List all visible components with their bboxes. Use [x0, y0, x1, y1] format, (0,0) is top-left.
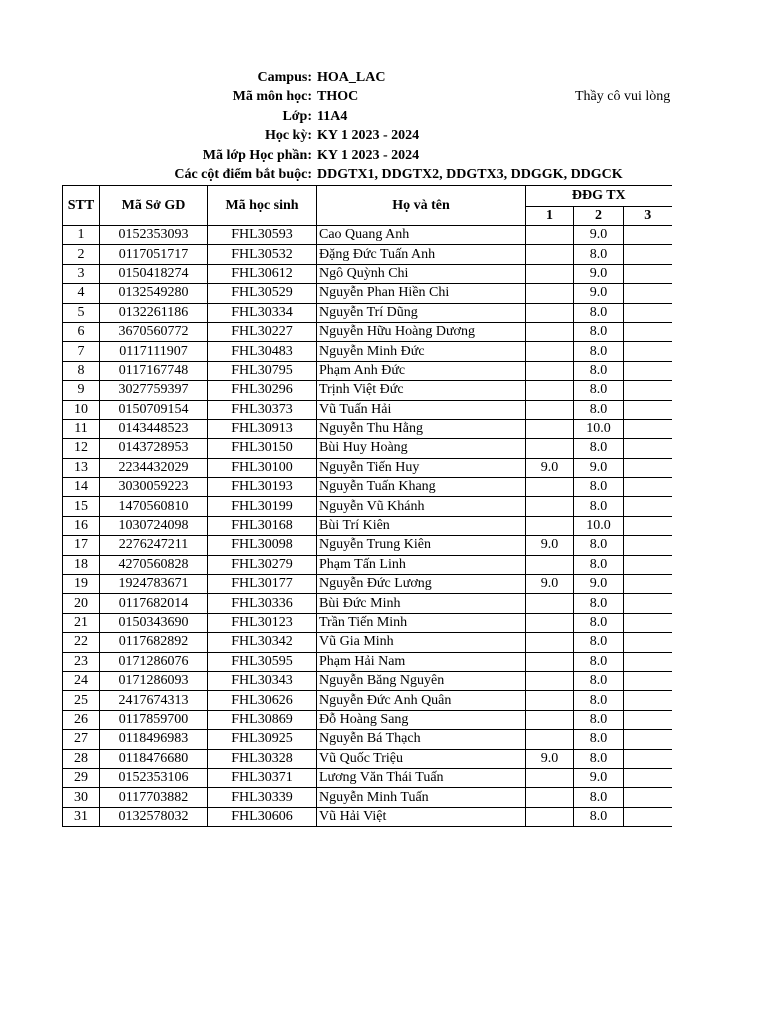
cell-stt: 22 [63, 633, 100, 652]
term-row [0, 126, 768, 145]
cell-tx3 [624, 322, 672, 341]
cell-tx3 [624, 730, 672, 749]
cell-ma-so-gd: 3030059223 [100, 478, 208, 497]
cell-ma-hoc-sinh: FHL30342 [208, 633, 317, 652]
cell-ma-hoc-sinh: FHL30227 [208, 322, 317, 341]
cell-tx1 [526, 710, 574, 729]
cell-tx2: 8.0 [574, 245, 624, 264]
cell-ho-ten: Bùi Huy Hoàng [317, 439, 526, 458]
cell-stt: 2 [63, 245, 100, 264]
cell-tx2: 8.0 [574, 691, 624, 710]
cell-ma-hoc-sinh: FHL30168 [208, 516, 317, 535]
cell-tx2: 8.0 [574, 361, 624, 380]
cell-tx1 [526, 303, 574, 322]
cell-tx2: 8.0 [574, 594, 624, 613]
cell-stt: 27 [63, 730, 100, 749]
table-row [63, 613, 672, 632]
cell-tx2: 8.0 [574, 439, 624, 458]
column-header-ma-so-gd: Mã Sở GD [100, 186, 208, 226]
cell-stt: 28 [63, 749, 100, 768]
cell-ma-so-gd: 0143728953 [100, 439, 208, 458]
cell-tx3 [624, 497, 672, 516]
cell-tx1 [526, 400, 574, 419]
cell-ho-ten: Phạm Tấn Linh [317, 555, 526, 574]
cell-ma-hoc-sinh: FHL30595 [208, 652, 317, 671]
cell-ma-hoc-sinh: FHL30339 [208, 788, 317, 807]
cell-stt: 20 [63, 594, 100, 613]
subject-value: THOC [317, 89, 359, 105]
cell-ma-so-gd: 0143448523 [100, 419, 208, 438]
campus-row [0, 68, 768, 87]
cell-ho-ten: Nguyễn Phan Hiền Chi [317, 284, 526, 303]
cell-ma-so-gd: 0132549280 [100, 284, 208, 303]
class-label: Lớp: [282, 108, 312, 124]
column-header-tx1: 1 [526, 207, 574, 226]
cell-tx2: 8.0 [574, 788, 624, 807]
cell-ma-so-gd: 0132578032 [100, 807, 208, 826]
cell-tx1 [526, 516, 574, 535]
cell-tx1 [526, 342, 574, 361]
cell-stt: 14 [63, 478, 100, 497]
cell-ho-ten: Nguyễn Thu Hằng [317, 419, 526, 438]
cell-ho-ten: Vũ Hải Việt [317, 807, 526, 826]
cell-tx2: 8.0 [574, 671, 624, 690]
cell-tx2: 8.0 [574, 322, 624, 341]
cell-ho-ten: Trần Tiến Minh [317, 613, 526, 632]
cell-tx3 [624, 264, 672, 283]
grades-table [62, 185, 672, 827]
cell-tx1 [526, 788, 574, 807]
table-row [63, 439, 672, 458]
cell-tx1 [526, 322, 574, 341]
cell-tx3 [624, 400, 672, 419]
cell-tx3 [624, 633, 672, 652]
cell-ma-so-gd: 0150709154 [100, 400, 208, 419]
cell-ma-hoc-sinh: FHL30193 [208, 478, 317, 497]
class-value: 11A4 [317, 108, 348, 124]
cell-ho-ten: Đỗ Hoàng Sang [317, 710, 526, 729]
table-row [63, 807, 672, 826]
cell-stt: 3 [63, 264, 100, 283]
cell-stt: 30 [63, 788, 100, 807]
cell-ma-so-gd: 4270560828 [100, 555, 208, 574]
cell-ma-hoc-sinh: FHL30328 [208, 749, 317, 768]
cell-tx1 [526, 594, 574, 613]
cell-tx3 [624, 807, 672, 826]
cell-tx3 [624, 768, 672, 787]
cell-stt: 11 [63, 419, 100, 438]
cell-ho-ten: Phạm Hải Nam [317, 652, 526, 671]
cell-tx1 [526, 691, 574, 710]
cell-ho-ten: Nguyễn Minh Tuấn [317, 788, 526, 807]
cell-tx3 [624, 303, 672, 322]
cell-tx3 [624, 691, 672, 710]
cell-ma-so-gd: 0117682892 [100, 633, 208, 652]
cell-ma-so-gd: 0117111907 [100, 342, 208, 361]
cell-tx2: 8.0 [574, 400, 624, 419]
cell-ho-ten: Nguyễn Vũ Khánh [317, 497, 526, 516]
cell-ho-ten: Trịnh Việt Đức [317, 381, 526, 400]
cell-tx2: 8.0 [574, 555, 624, 574]
column-header-ho-ten: Họ và tên [317, 186, 526, 226]
cell-tx1 [526, 497, 574, 516]
section-value: KY 1 2023 - 2024 [317, 147, 420, 163]
table-row [63, 381, 672, 400]
cell-tx3 [624, 245, 672, 264]
section-row [0, 146, 768, 165]
cell-stt: 25 [63, 691, 100, 710]
cell-tx2: 9.0 [574, 226, 624, 245]
table-row [63, 652, 672, 671]
cell-ho-ten: Nguyễn Băng Nguyên [317, 671, 526, 690]
table-row [63, 303, 672, 322]
column-group-ddg-tx: ĐĐG TX [526, 186, 672, 207]
cell-stt: 4 [63, 284, 100, 303]
cell-tx1 [526, 284, 574, 303]
cell-stt: 6 [63, 322, 100, 341]
cell-stt: 13 [63, 458, 100, 477]
cell-ma-so-gd: 0118496983 [100, 730, 208, 749]
cell-ma-so-gd: 0152353106 [100, 768, 208, 787]
table-row [63, 322, 672, 341]
cell-tx1 [526, 478, 574, 497]
cell-ho-ten: Đặng Đức Tuấn Anh [317, 245, 526, 264]
cell-ma-hoc-sinh: FHL30612 [208, 264, 317, 283]
table-row [63, 555, 672, 574]
cell-stt: 26 [63, 710, 100, 729]
table-row [63, 245, 672, 264]
sheet-header [0, 68, 768, 184]
cell-ho-ten: Nguyễn Bá Thạch [317, 730, 526, 749]
cell-tx2: 8.0 [574, 381, 624, 400]
cell-tx2: 8.0 [574, 749, 624, 768]
cell-ma-so-gd: 0150343690 [100, 613, 208, 632]
table-row [63, 749, 672, 768]
cell-tx3 [624, 516, 672, 535]
cell-tx2: 8.0 [574, 536, 624, 555]
cell-tx3 [624, 458, 672, 477]
cell-tx1: 9.0 [526, 749, 574, 768]
cell-ma-hoc-sinh: FHL30343 [208, 671, 317, 690]
cell-tx3 [624, 594, 672, 613]
column-header-ma-hoc-sinh: Mã học sinh [208, 186, 317, 226]
table-row [63, 400, 672, 419]
cell-stt: 29 [63, 768, 100, 787]
cell-ho-ten: Nguyễn Tiến Huy [317, 458, 526, 477]
cell-ho-ten: Nguyễn Trí Dũng [317, 303, 526, 322]
cell-ho-ten: Nguyễn Đức Anh Quân [317, 691, 526, 710]
cell-stt: 9 [63, 381, 100, 400]
cell-stt: 24 [63, 671, 100, 690]
cell-tx3 [624, 226, 672, 245]
cell-tx1: 9.0 [526, 458, 574, 477]
note-text: Thầy cô vui lòng [575, 89, 671, 105]
cell-stt: 19 [63, 575, 100, 594]
cell-tx2: 8.0 [574, 633, 624, 652]
cell-tx2: 8.0 [574, 730, 624, 749]
cell-tx2: 9.0 [574, 575, 624, 594]
class-row [0, 107, 768, 126]
cell-ho-ten: Nguyễn Trung Kiên [317, 536, 526, 555]
cell-ma-so-gd: 0117703882 [100, 788, 208, 807]
column-header-tx3: 3 [624, 207, 672, 226]
table-row [63, 594, 672, 613]
cell-stt: 21 [63, 613, 100, 632]
cell-ma-so-gd: 0132261186 [100, 303, 208, 322]
subject-label: Mã môn học: [232, 89, 312, 105]
cell-ma-hoc-sinh: FHL30296 [208, 381, 317, 400]
cell-ma-hoc-sinh: FHL30626 [208, 691, 317, 710]
cell-stt: 18 [63, 555, 100, 574]
table-row [63, 284, 672, 303]
required-columns-label: Các cột điểm bắt buộc: [174, 166, 312, 182]
cell-tx3 [624, 342, 672, 361]
cell-ma-hoc-sinh: FHL30606 [208, 807, 317, 826]
table-row [63, 575, 672, 594]
cell-ma-hoc-sinh: FHL30100 [208, 458, 317, 477]
cell-ma-so-gd: 0118476680 [100, 749, 208, 768]
required-columns-value: DDGTX1, DDGTX2, DDGTX3, DDGGK, DDGCK [317, 166, 623, 182]
table-row [63, 671, 672, 690]
cell-stt: 17 [63, 536, 100, 555]
cell-tx3 [624, 671, 672, 690]
table-row [63, 633, 672, 652]
cell-ho-ten: Vũ Tuấn Hải [317, 400, 526, 419]
table-row [63, 419, 672, 438]
cell-ma-hoc-sinh: FHL30913 [208, 419, 317, 438]
cell-ma-so-gd: 0117859700 [100, 710, 208, 729]
cell-ma-hoc-sinh: FHL30869 [208, 710, 317, 729]
cell-tx2: 9.0 [574, 458, 624, 477]
cell-tx3 [624, 381, 672, 400]
cell-tx1 [526, 633, 574, 652]
table-row [63, 788, 672, 807]
cell-tx2: 8.0 [574, 303, 624, 322]
cell-ma-so-gd: 1470560810 [100, 497, 208, 516]
cell-stt: 10 [63, 400, 100, 419]
cell-ma-so-gd: 0152353093 [100, 226, 208, 245]
cell-ho-ten: Lương Văn Thái Tuấn [317, 768, 526, 787]
cell-tx3 [624, 575, 672, 594]
cell-tx1 [526, 361, 574, 380]
cell-tx1 [526, 245, 574, 264]
cell-ho-ten: Bùi Đức Minh [317, 594, 526, 613]
cell-tx2: 10.0 [574, 419, 624, 438]
cell-ma-so-gd: 1030724098 [100, 516, 208, 535]
cell-tx3 [624, 613, 672, 632]
campus-value: HOA_LAC [317, 70, 386, 85]
cell-ho-ten: Cao Quang Anh [317, 226, 526, 245]
cell-ho-ten: Vũ Quốc Triệu [317, 749, 526, 768]
campus-label: Campus: [257, 70, 312, 85]
table-row [63, 497, 672, 516]
cell-ma-so-gd: 2417674313 [100, 691, 208, 710]
cell-stt: 12 [63, 439, 100, 458]
cell-tx2: 8.0 [574, 613, 624, 632]
table-row [63, 768, 672, 787]
cell-ma-hoc-sinh: FHL30529 [208, 284, 317, 303]
cell-stt: 23 [63, 652, 100, 671]
cell-ma-hoc-sinh: FHL30199 [208, 497, 317, 516]
cell-tx3 [624, 652, 672, 671]
cell-tx2: 9.0 [574, 284, 624, 303]
cell-tx1 [526, 419, 574, 438]
cell-tx1 [526, 652, 574, 671]
cell-tx1 [526, 613, 574, 632]
cell-stt: 8 [63, 361, 100, 380]
cell-ma-hoc-sinh: FHL30795 [208, 361, 317, 380]
cell-tx2: 9.0 [574, 768, 624, 787]
subject-row [0, 87, 768, 106]
cell-tx3 [624, 361, 672, 380]
cell-tx2: 8.0 [574, 497, 624, 516]
cell-ho-ten: Nguyễn Hữu Hoàng Dương [317, 322, 526, 341]
cell-tx2: 9.0 [574, 264, 624, 283]
cell-tx2: 8.0 [574, 342, 624, 361]
cell-tx3 [624, 284, 672, 303]
cell-tx3 [624, 439, 672, 458]
table-row [63, 730, 672, 749]
cell-ho-ten: Phạm Anh Đức [317, 361, 526, 380]
cell-ma-so-gd: 3670560772 [100, 322, 208, 341]
cell-ho-ten: Bùi Trí Kiên [317, 516, 526, 535]
cell-tx1 [526, 439, 574, 458]
cell-ma-hoc-sinh: FHL30593 [208, 226, 317, 245]
cell-tx3 [624, 478, 672, 497]
cell-tx1: 9.0 [526, 575, 574, 594]
cell-stt: 16 [63, 516, 100, 535]
table-row [63, 342, 672, 361]
cell-tx1 [526, 768, 574, 787]
cell-ma-so-gd: 0171286093 [100, 671, 208, 690]
cell-ma-so-gd: 0117682014 [100, 594, 208, 613]
cell-ma-so-gd: 2276247211 [100, 536, 208, 555]
cell-tx3 [624, 788, 672, 807]
cell-ho-ten: Ngô Quỳnh Chi [317, 264, 526, 283]
cell-ho-ten: Nguyễn Minh Đức [317, 342, 526, 361]
column-header-stt: STT [63, 186, 100, 226]
cell-tx3 [624, 419, 672, 438]
cell-tx1 [526, 807, 574, 826]
cell-tx2: 8.0 [574, 807, 624, 826]
cell-tx3 [624, 536, 672, 555]
cell-ma-hoc-sinh: FHL30483 [208, 342, 317, 361]
cell-stt: 5 [63, 303, 100, 322]
cell-tx1 [526, 226, 574, 245]
cell-ma-hoc-sinh: FHL30532 [208, 245, 317, 264]
cell-ma-hoc-sinh: FHL30123 [208, 613, 317, 632]
cell-ma-so-gd: 3027759397 [100, 381, 208, 400]
cell-ma-hoc-sinh: FHL30279 [208, 555, 317, 574]
table-row [63, 691, 672, 710]
cell-tx2: 8.0 [574, 478, 624, 497]
cell-stt: 1 [63, 226, 100, 245]
table-row [63, 710, 672, 729]
cell-ma-so-gd: 0117051717 [100, 245, 208, 264]
table-row [63, 516, 672, 535]
cell-tx1: 9.0 [526, 536, 574, 555]
cell-stt: 31 [63, 807, 100, 826]
cell-tx1 [526, 730, 574, 749]
required-columns-row [0, 165, 768, 184]
cell-ma-hoc-sinh: FHL30371 [208, 768, 317, 787]
cell-tx1 [526, 264, 574, 283]
cell-tx3 [624, 555, 672, 574]
cell-ma-so-gd: 1924783671 [100, 575, 208, 594]
cell-tx2: 8.0 [574, 652, 624, 671]
table-row [63, 361, 672, 380]
term-label: Học kỳ: [264, 128, 312, 144]
cell-tx1 [526, 671, 574, 690]
cell-tx1 [526, 381, 574, 400]
cell-ma-hoc-sinh: FHL30925 [208, 730, 317, 749]
table-row [63, 264, 672, 283]
cell-stt: 7 [63, 342, 100, 361]
cell-ma-hoc-sinh: FHL30373 [208, 400, 317, 419]
table-row [63, 226, 672, 245]
cell-ma-so-gd: 2234432029 [100, 458, 208, 477]
section-label: Mã lớp Học phần: [202, 147, 312, 163]
table-row [63, 478, 672, 497]
cell-tx1 [526, 555, 574, 574]
cell-tx2: 10.0 [574, 516, 624, 535]
table-row [63, 458, 672, 477]
cell-ho-ten: Nguyễn Tuấn Khang [317, 478, 526, 497]
table-row [63, 536, 672, 555]
cell-tx3 [624, 710, 672, 729]
cell-ma-so-gd: 0117167748 [100, 361, 208, 380]
cell-ma-hoc-sinh: FHL30177 [208, 575, 317, 594]
cell-ma-so-gd: 0171286076 [100, 652, 208, 671]
column-header-tx2: 2 [574, 207, 624, 226]
cell-tx2: 8.0 [574, 710, 624, 729]
cell-ho-ten: Vũ Gia Minh [317, 633, 526, 652]
cell-ma-hoc-sinh: FHL30334 [208, 303, 317, 322]
term-value: KY 1 2023 - 2024 [317, 128, 420, 144]
cell-ma-so-gd: 0150418274 [100, 264, 208, 283]
cell-tx3 [624, 749, 672, 768]
cell-ho-ten: Nguyễn Đức Lương [317, 575, 526, 594]
cell-stt: 15 [63, 497, 100, 516]
cell-ma-hoc-sinh: FHL30150 [208, 439, 317, 458]
cell-ma-hoc-sinh: FHL30336 [208, 594, 317, 613]
cell-ma-hoc-sinh: FHL30098 [208, 536, 317, 555]
